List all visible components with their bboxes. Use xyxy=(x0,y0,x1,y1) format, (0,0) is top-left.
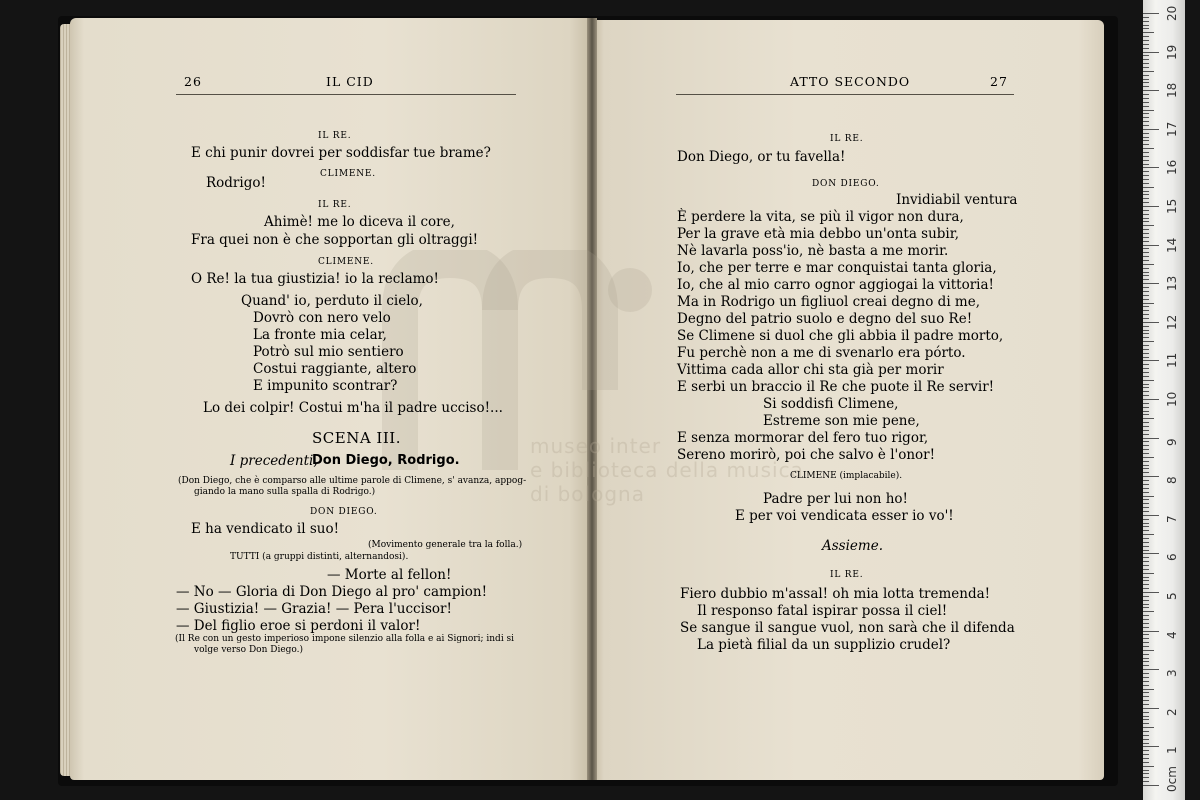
ruler-label: 4 xyxy=(1165,630,1179,639)
ruler-label: 9 xyxy=(1165,437,1179,446)
ruler-tick xyxy=(1143,758,1149,759)
measuring-ruler xyxy=(1143,0,1185,800)
left-page-text-line: giando la mano sulla spalla di Rodrigo.) xyxy=(194,487,376,497)
ruler-tick xyxy=(1143,430,1149,431)
ruler-tick xyxy=(1143,542,1149,543)
ruler-tick xyxy=(1143,546,1149,547)
ruler-tick xyxy=(1143,692,1149,693)
ruler-tick xyxy=(1143,326,1149,327)
right-page-text-line: Si soddisfi Climene, xyxy=(763,396,899,412)
ruler-tick xyxy=(1143,631,1159,632)
ruler-tick xyxy=(1143,480,1149,481)
ruler-tick xyxy=(1143,218,1149,219)
book-gutter xyxy=(587,18,597,780)
ruler-tick xyxy=(1143,337,1149,338)
ruler-tick xyxy=(1143,766,1154,767)
ruler-tick xyxy=(1143,665,1149,666)
ruler-tick xyxy=(1143,129,1159,130)
right-page-text-line: Estreme son mie pene, xyxy=(763,413,920,429)
ruler-tick xyxy=(1143,194,1149,195)
left-page-text-line: Rodrigo! xyxy=(206,175,266,191)
watermark-line-1: museo inter xyxy=(530,434,662,458)
ruler-tick xyxy=(1143,534,1154,535)
ruler-tick xyxy=(1143,743,1149,744)
ruler-tick xyxy=(1143,553,1159,554)
ruler-tick xyxy=(1143,619,1149,620)
left-page-text-line: Fra quei non è che sopportan gli oltraggi! xyxy=(191,232,479,248)
ruler-tick xyxy=(1143,106,1149,107)
left-page-text-line: La fronte mia celar, xyxy=(253,327,387,343)
ruler-tick xyxy=(1143,461,1149,462)
ruler-label: 6 xyxy=(1165,553,1179,562)
left-page-text-line: E impunito scontrar? xyxy=(253,378,398,394)
ruler-tick xyxy=(1143,202,1149,203)
ruler-tick xyxy=(1143,48,1149,49)
ruler-label: 13 xyxy=(1165,275,1179,292)
ruler-tick xyxy=(1143,634,1149,635)
ruler-tick xyxy=(1143,403,1149,404)
ruler-tick xyxy=(1143,750,1149,751)
right-page-text-line: E serbi un braccio il Re che puote il Re servir! xyxy=(677,379,995,395)
ruler-tick xyxy=(1143,117,1149,118)
ruler-tick xyxy=(1143,306,1149,307)
ruler-tick xyxy=(1143,472,1149,473)
ruler-tick xyxy=(1143,719,1149,720)
left-page-text-line: SCENA III. xyxy=(312,429,401,447)
left-page-text-line: Costui raggiante, altero xyxy=(253,361,417,377)
ruler-tick xyxy=(1143,86,1149,87)
left-page-text-line: volge verso Don Diego.) xyxy=(194,645,304,655)
right-page-text-line: Per la grave età mia debbo un'onta subir, xyxy=(677,226,959,242)
ruler-tick xyxy=(1143,113,1149,114)
right-page-text-line: DON DIEGO. xyxy=(812,179,880,189)
ruler-tick xyxy=(1143,465,1149,466)
ruler-tick xyxy=(1143,739,1149,740)
ruler-tick xyxy=(1143,731,1149,732)
ruler-tick xyxy=(1143,36,1149,37)
ruler-tick xyxy=(1143,183,1149,184)
ruler-tick xyxy=(1143,368,1149,369)
left-page-text-line: — Giustizia! — Grazia! — Pera l'uccisor! xyxy=(176,601,452,617)
left-page-text-line: — No — Gloria di Don Diego al pro' campion! xyxy=(176,584,488,600)
right-page-text-line: La pietà filial da un supplizio crudel? xyxy=(697,637,951,653)
ruler-tick xyxy=(1143,781,1149,782)
left-page-text-line: Ahimè! me lo diceva il core, xyxy=(264,214,455,230)
ruler-tick xyxy=(1143,198,1149,199)
right-page-text-line: È perdere la vita, se più il vigor non dura, xyxy=(677,209,964,225)
ruler-label: 17 xyxy=(1165,121,1179,137)
ruler-tick xyxy=(1143,584,1149,585)
ruler-tick xyxy=(1143,426,1149,427)
ruler-tick xyxy=(1143,411,1149,412)
ruler-label: 20 xyxy=(1165,5,1179,21)
ruler-tick xyxy=(1143,144,1149,145)
ruler-tick xyxy=(1143,708,1159,709)
left-page-text-line: IL RE. xyxy=(318,131,352,141)
ruler-tick xyxy=(1143,507,1149,508)
ruler-tick xyxy=(1143,364,1149,365)
right-page-text-line: Ma in Rodrigo un figliuol creai degno di me, xyxy=(677,294,981,310)
left-page-text-line: DON DIEGO. xyxy=(310,507,378,517)
ruler-tick xyxy=(1143,511,1149,512)
ruler-label: 7 xyxy=(1165,515,1179,523)
ruler-tick xyxy=(1143,592,1159,593)
ruler-tick xyxy=(1143,125,1149,126)
ruler-tick xyxy=(1143,82,1149,83)
ruler-tick xyxy=(1143,380,1154,381)
ruler-tick xyxy=(1143,237,1149,238)
ruler-tick xyxy=(1143,21,1149,22)
ruler-tick xyxy=(1143,133,1149,134)
ruler-tick xyxy=(1143,727,1154,728)
ruler-tick xyxy=(1143,434,1149,435)
ruler-tick xyxy=(1143,453,1149,454)
ruler-tick xyxy=(1143,160,1149,161)
ruler-tick xyxy=(1143,206,1159,207)
left-page-text-line: E ha vendicato il suo! xyxy=(191,521,340,537)
ruler-tick xyxy=(1143,360,1159,361)
ruler-tick xyxy=(1143,503,1149,504)
watermark-line-3: di bologna xyxy=(530,482,645,506)
right-header-rule xyxy=(676,94,1014,95)
right-page-text-line: E per voi vendicata esser io vo'! xyxy=(735,508,954,524)
left-header-rule xyxy=(176,94,516,95)
ruler-label: 15 xyxy=(1165,198,1179,214)
ruler-tick xyxy=(1143,484,1149,485)
ruler-tick xyxy=(1143,580,1149,581)
ruler-tick xyxy=(1143,94,1149,95)
ruler-tick xyxy=(1143,700,1149,701)
right-page-text-line: Vittima cada allor chi sta già per morir xyxy=(677,362,944,378)
ruler-tick xyxy=(1143,295,1149,296)
ruler-tick xyxy=(1143,391,1149,392)
ruler-label: 14 xyxy=(1165,237,1179,253)
right-page-text-line: Io, che al mio carro ognor aggiogai la vittoria! xyxy=(677,277,994,293)
ruler-tick xyxy=(1143,372,1149,373)
ruler-tick xyxy=(1143,492,1149,493)
ruler-tick xyxy=(1143,573,1154,574)
ruler-tick xyxy=(1143,152,1149,153)
ruler-tick xyxy=(1143,318,1149,319)
right-page-text-line: E senza mormorar del fero tuo rigor, xyxy=(677,430,929,446)
right-page-number: 27 xyxy=(990,74,1008,89)
ruler-tick xyxy=(1143,63,1149,64)
ruler-tick xyxy=(1143,387,1149,388)
ruler-tick xyxy=(1143,723,1149,724)
ruler-tick xyxy=(1143,523,1149,524)
ruler-tick xyxy=(1143,214,1149,215)
ruler-tick xyxy=(1143,322,1159,323)
left-page-text-line: (Movimento generale tra la folla.) xyxy=(368,540,523,550)
ruler-label: 16 xyxy=(1165,160,1179,176)
ruler-tick xyxy=(1143,241,1149,242)
ruler-label: 18 xyxy=(1165,82,1179,99)
ruler-tick xyxy=(1143,661,1149,662)
ruler-tick xyxy=(1143,785,1159,786)
left-page-number: 26 xyxy=(184,74,202,89)
ruler-tick xyxy=(1143,252,1149,253)
right-page-text-line: Nè lavarla poss'io, nè basta a me morir. xyxy=(677,243,949,259)
ruler-tick xyxy=(1143,175,1149,176)
left-page-text-line: Quand' io, perduto il cielo, xyxy=(241,293,423,309)
ruler-tick xyxy=(1143,457,1154,458)
ruler-tick xyxy=(1143,248,1149,249)
ruler-tick xyxy=(1143,611,1154,612)
ruler-tick xyxy=(1143,577,1149,578)
ruler-tick xyxy=(1143,272,1149,273)
ruler-tick xyxy=(1143,770,1149,771)
ruler-label: 2 xyxy=(1165,708,1179,716)
ruler-tick xyxy=(1143,704,1149,705)
ruler-tick xyxy=(1143,557,1149,558)
ruler-tick xyxy=(1143,167,1159,168)
left-page-text-line: — Morte al fellon! xyxy=(327,567,452,583)
ruler-tick xyxy=(1143,148,1154,149)
right-page-text-line: IL RE. xyxy=(830,570,864,580)
right-page-text-line: Don Diego, or tu favella! xyxy=(677,149,846,165)
right-page-text-line: Fu perchè non a me di svenarlo era pórto. xyxy=(677,345,966,361)
ruler-tick xyxy=(1143,550,1149,551)
ruler-tick xyxy=(1143,600,1149,601)
ruler-tick xyxy=(1143,673,1149,674)
ruler-tick xyxy=(1143,110,1154,111)
ruler-tick xyxy=(1143,275,1149,276)
left-running-head: IL CID xyxy=(326,74,374,89)
ruler-tick xyxy=(1143,716,1149,717)
ruler-tick xyxy=(1143,32,1154,33)
ruler-tick xyxy=(1143,569,1149,570)
right-page-text-line: Assieme. xyxy=(822,538,883,554)
ruler-tick xyxy=(1143,627,1149,628)
ruler-tick xyxy=(1143,561,1149,562)
ruler-tick xyxy=(1143,225,1154,226)
ruler-tick xyxy=(1143,441,1149,442)
ruler-label: 12 xyxy=(1165,314,1179,330)
ruler-tick xyxy=(1143,414,1149,415)
ruler-label: 10 xyxy=(1165,391,1179,407)
ruler-tick xyxy=(1143,191,1149,192)
ruler-tick xyxy=(1143,187,1154,188)
ruler-tick xyxy=(1143,762,1149,763)
ruler-tick xyxy=(1143,260,1149,261)
right-page-text-line: Fiero dubbio m'assal! oh mia lotta tremenda! xyxy=(680,586,991,602)
ruler-tick xyxy=(1143,384,1149,385)
ruler-tick xyxy=(1143,445,1149,446)
ruler-label: 8 xyxy=(1165,476,1179,485)
ruler-tick xyxy=(1143,607,1149,608)
ruler-tick xyxy=(1143,526,1149,527)
ruler-tick xyxy=(1143,283,1159,284)
ruler-tick xyxy=(1143,137,1149,138)
right-running-head: ATTO SECONDO xyxy=(790,74,911,89)
ruler-tick xyxy=(1143,638,1149,639)
ruler-tick xyxy=(1143,376,1149,377)
ruler-tick xyxy=(1143,499,1149,500)
ruler-tick xyxy=(1143,140,1149,141)
ruler-unit-label: 0cm xyxy=(1165,766,1179,792)
ruler-tick xyxy=(1143,229,1149,230)
left-page-text-line: (Il Re con un gesto imperioso impone silenzio alla folla e ai Signori; indi si xyxy=(175,634,515,644)
ruler-tick xyxy=(1143,79,1149,80)
ruler-tick xyxy=(1143,17,1149,18)
ruler-tick xyxy=(1143,90,1159,91)
ruler-tick xyxy=(1143,28,1149,29)
right-page-text-line: Degno del patrio suolo e degno del suo Re! xyxy=(677,311,973,327)
ruler-tick xyxy=(1143,650,1154,651)
ruler-tick xyxy=(1143,245,1159,246)
ruler-tick xyxy=(1143,623,1149,624)
ruler-tick xyxy=(1143,399,1159,400)
left-page-text-line: — Del figlio eroe si perdoni il valor! xyxy=(176,618,421,634)
ruler-tick xyxy=(1143,418,1154,419)
ruler-tick xyxy=(1143,221,1149,222)
ruler-tick xyxy=(1143,712,1149,713)
ruler-tick xyxy=(1143,75,1149,76)
ruler-tick xyxy=(1143,55,1149,56)
ruler-tick xyxy=(1143,669,1159,670)
ruler-tick xyxy=(1143,268,1149,269)
right-page-text-line: Padre per lui non ho! xyxy=(763,491,908,507)
ruler-tick xyxy=(1143,773,1149,774)
ruler-tick xyxy=(1143,341,1154,342)
ruler-tick xyxy=(1143,422,1149,423)
ruler-tick xyxy=(1143,353,1149,354)
ruler-tick xyxy=(1143,102,1149,103)
ruler-tick xyxy=(1143,438,1159,439)
ruler-tick xyxy=(1143,496,1154,497)
left-page-text-line: (Don Diego, che è comparso alle ultime parole di Climene, s' avanza, appog- xyxy=(178,476,527,486)
right-page-text-line: CLIMENE (implacabile). xyxy=(790,471,903,481)
ruler-tick xyxy=(1143,615,1149,616)
right-page-text-line: Se sangue il sangue vuol, non sarà che il difenda xyxy=(680,620,1015,636)
ruler-tick xyxy=(1143,299,1149,300)
ruler-tick xyxy=(1143,333,1149,334)
ruler-tick xyxy=(1143,121,1149,122)
ruler-tick xyxy=(1143,681,1149,682)
ruler-label: 3 xyxy=(1165,669,1179,678)
right-page-text-line: Invidiabil ventura xyxy=(896,192,1018,208)
ruler-tick xyxy=(1143,407,1149,408)
ruler-tick xyxy=(1143,25,1149,26)
ruler-tick xyxy=(1143,171,1149,172)
ruler-tick xyxy=(1143,357,1149,358)
ruler-tick xyxy=(1143,735,1149,736)
ruler-label: 1 xyxy=(1165,746,1179,755)
ruler-tick xyxy=(1143,287,1149,288)
ruler-tick xyxy=(1143,646,1149,647)
ruler-tick xyxy=(1143,291,1149,292)
ruler-tick xyxy=(1143,685,1149,686)
ruler-tick xyxy=(1143,468,1149,469)
ruler-tick xyxy=(1143,777,1149,778)
left-page-text-line: CLIMENE. xyxy=(318,257,374,267)
ruler-tick xyxy=(1143,279,1149,280)
ruler-tick xyxy=(1143,52,1159,53)
ruler-tick xyxy=(1143,476,1159,477)
ruler-tick xyxy=(1143,98,1149,99)
ruler-tick xyxy=(1143,349,1149,350)
ruler-tick xyxy=(1143,696,1149,697)
left-page-text-line: I precedenti, xyxy=(230,453,318,469)
ruler-tick xyxy=(1143,156,1149,157)
ruler-tick xyxy=(1143,519,1149,520)
ruler-tick xyxy=(1143,530,1149,531)
ruler-tick xyxy=(1143,677,1149,678)
left-page-text-line: TUTTI (a gruppi distinti, alternandosi). xyxy=(230,552,409,562)
ruler-tick xyxy=(1143,538,1149,539)
ruler-tick xyxy=(1143,488,1149,489)
ruler-tick xyxy=(1143,314,1149,315)
left-page-text-line: O Re! la tua giustizia! io la reclamo! xyxy=(191,271,439,287)
left-page-text-line: IL RE. xyxy=(318,200,352,210)
right-page-text-line: Il responso fatal ispirar possa il ciel! xyxy=(697,603,948,619)
ruler-tick xyxy=(1143,210,1149,211)
ruler-tick xyxy=(1143,654,1149,655)
ruler-tick xyxy=(1143,754,1149,755)
ruler-tick xyxy=(1143,164,1149,165)
ruler-tick xyxy=(1143,565,1149,566)
ruler-tick xyxy=(1143,179,1149,180)
ruler-label: 5 xyxy=(1165,592,1179,600)
ruler-tick xyxy=(1143,264,1154,265)
ruler-tick xyxy=(1143,40,1149,41)
left-page-text-line: Potrò sul mio sentiero xyxy=(253,344,404,360)
left-page-text-line: E chi punir dovrei per soddisfar tue brame? xyxy=(191,145,491,161)
ruler-tick xyxy=(1143,330,1149,331)
ruler-tick xyxy=(1143,345,1149,346)
ruler-tick xyxy=(1143,67,1149,68)
ruler-tick xyxy=(1143,588,1149,589)
right-page-text-line: IL RE. xyxy=(830,134,864,144)
ruler-tick xyxy=(1143,310,1149,311)
left-page-text-line: Dovrò con nero velo xyxy=(253,310,391,326)
right-page-text-line: Se Climene si duol che gli abbia il padre morto, xyxy=(677,328,1004,344)
ruler-tick xyxy=(1143,689,1154,690)
ruler-tick xyxy=(1143,71,1154,72)
ruler-tick xyxy=(1143,13,1159,14)
ruler-tick xyxy=(1143,596,1149,597)
ruler-tick xyxy=(1143,746,1159,747)
ruler-tick xyxy=(1143,59,1149,60)
ruler-tick xyxy=(1143,303,1154,304)
ruler-tick xyxy=(1143,642,1149,643)
ruler-tick xyxy=(1143,658,1149,659)
ruler-tick xyxy=(1143,233,1149,234)
ruler-tick xyxy=(1143,44,1149,45)
right-page-text-line: Io, che per terre e mar conquistai tanta gloria, xyxy=(677,260,997,276)
ruler-tick xyxy=(1143,449,1149,450)
right-page-text-line: Sereno morirò, poi che salvo è l'onor! xyxy=(677,447,936,463)
ruler-label: 19 xyxy=(1165,44,1179,60)
left-page-text-line: Lo dei colpir! Costui m'ha il padre ucciso!... xyxy=(203,400,503,416)
ruler-tick xyxy=(1143,604,1149,605)
ruler-tick xyxy=(1143,395,1149,396)
left-page-text-line: Don Diego, Rodrigo. xyxy=(312,453,460,468)
left-page-text-line: CLIMENE. xyxy=(320,169,376,179)
ruler-tick xyxy=(1143,256,1149,257)
ruler-tick xyxy=(1143,515,1159,516)
ruler-label: 11 xyxy=(1165,353,1179,369)
watermark-line-2: e biblioteca della musica xyxy=(530,458,804,482)
